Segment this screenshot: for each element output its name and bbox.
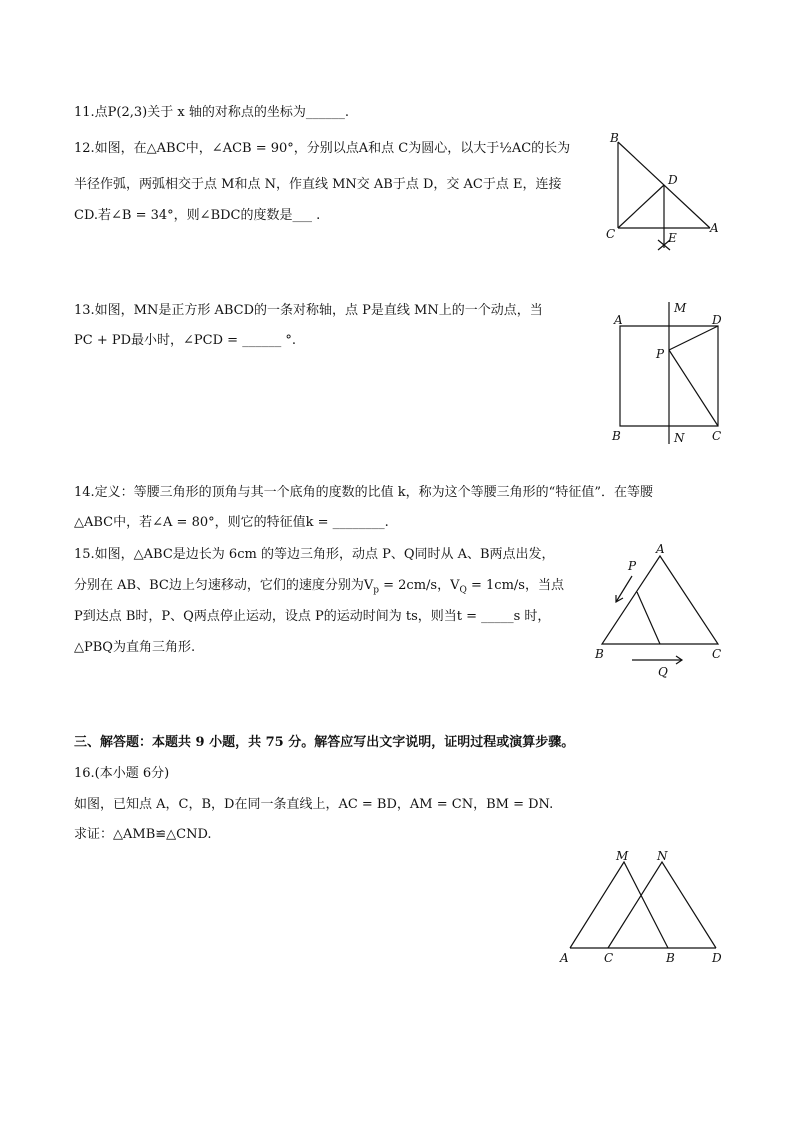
q16-text-line2: 如图，已知点 A，C，B，D在同一条直线上，AC = BD，AM = CN，BM = DN. [74,797,554,812]
q12-text-line1: 12.如图，在△ABC中，∠ACB = 90°，分别以点A和点 C为圆心，以大于½AC的长为 [74,141,571,156]
q15-line2-part1: 分别在 AB、BC边上匀速移动，它们的速度分别为V [74,578,374,593]
q12-segment-cd [618,185,664,228]
q15-label-a: A [656,542,665,556]
q13-segment-pc [669,350,718,426]
q13-label-n: N [674,431,685,445]
q15-text-line4: △PBQ为直角三角形. [74,640,196,655]
q14-text-line2: △ABC中，若∠A = 80°，则它的特征值k = ________. [74,515,389,530]
q14-text-line1: 14.定义：等腰三角形的顶角与其一个底角的度数的比值 k，称为这个等腰三角形的“特征值”．在等腰 [74,485,653,500]
q13-label-b: B [612,429,621,443]
q15-line2-part3: = 1cm/s，当点 [466,578,564,593]
q16-figure [556,844,732,970]
q13-label-d: D [712,313,722,327]
q16-label-m: M [616,849,629,863]
q12-text-line2: 半径作弧，两弧相交于点 M和点 N，作直线 MN交 AB于点 D，交 AC于点 E，连接 [74,177,562,192]
q12-text-line3: CD.若∠B = 34°，则∠BDC的度数是___ . [74,208,321,223]
q15-arrow-p-shaft [616,576,632,602]
q15-label-p: P [628,559,637,573]
q13-label-p: P [656,347,665,361]
section3-heading: 三、解答题：本题共 9 小题，共 75 分。解答应写出文字说明，证明过程或演算步骤。 [74,735,575,750]
q13-text-line1: 13.如图，MN是正方形 ABCD的一条对称轴，点 P是直线 MN上的一个动点，当 [74,303,543,318]
q16-label-c: C [604,951,614,965]
q12-label-e: E [668,231,677,245]
q13-label-m: M [674,301,687,315]
q15-label-c: C [712,647,722,661]
q15-line2-part2: = 2cm/s，V [378,578,460,593]
q16-label-d: D [712,951,722,965]
q13-label-c: C [712,429,722,443]
q16-text-line1: 16.(本小题 6分) [74,766,170,781]
q13-segment-pd [669,326,718,350]
q12-label-a: A [710,221,719,235]
q16-text-line3: 求证：△AMB≌△CND. [74,827,212,842]
q16-label-b: B [666,951,675,965]
q16-label-n: N [657,849,668,863]
q12-label-c: C [606,227,616,241]
q15-text-line1: 15.如图，△ABC是边长为 6cm 的等边三角形，动点 P、Q同时从 A、B两点出发， [74,547,555,562]
q15-sub-p: p [373,585,379,596]
q12-figure [600,130,730,255]
q13-figure [608,298,738,450]
q12-label-d: D [668,173,678,187]
q15-segment-pq [637,592,660,644]
q12-label-b: B [610,131,619,145]
q16-label-a: A [560,951,569,965]
q13-text-line2: PC + PD最小时，∠PCD = ______ °. [74,333,296,348]
q15-text-line3: P到达点 B时，P、Q两点停止运动，设点 P的运动时间为 ts，则当t = _____s 时， [74,609,551,624]
q15-label-b: B [595,647,604,661]
q15-figure [590,540,730,680]
q15-label-q: Q [658,665,668,679]
q15-sub-q: Q [459,585,467,596]
q13-label-a: A [614,313,623,327]
q11-text: 11.点P(2,3)关于 x 轴的对称点的坐标为______. [74,105,349,120]
q15-text-line2 [74,577,564,600]
